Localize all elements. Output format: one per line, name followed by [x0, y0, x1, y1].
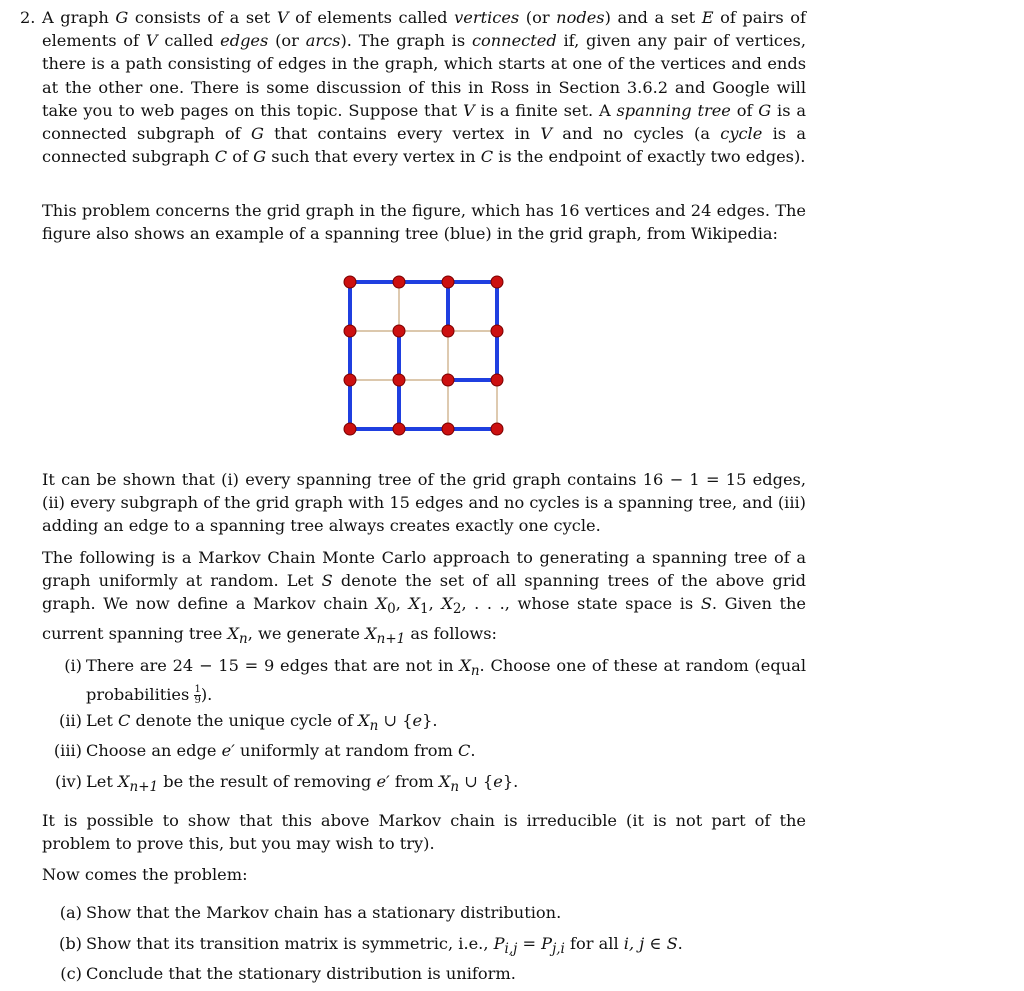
graph-vertex: [393, 374, 405, 386]
spanning-tree-figure: [338, 272, 508, 442]
grid-edges: [350, 282, 497, 429]
graph-vertex: [491, 325, 503, 337]
graph-vertex: [491, 276, 503, 288]
step-iii: (iii) Choose an edge e′ uniformly at random from C.: [53, 741, 476, 760]
graph-vertex: [442, 276, 454, 288]
graph-vertex: [442, 423, 454, 435]
graph-vertex: [491, 374, 503, 386]
now-comes-problem: Now comes the problem:: [42, 865, 248, 884]
graph-vertex: [442, 374, 454, 386]
vertices: [344, 276, 503, 435]
intro-paragraph: A graph G consists of a set V of elements called vertices (or nodes) and a set E of pairs of elements of V called edges (or arcs). The graph is connected if, given any pair of vertices, there is a path consisting of edges in the graph, which starts at one of the vertices and ends at the other one. There is some discussion of this in Ross in Section 3.6.2 and Google will take you to web pages on this topic. Suppose that V is a finite set. A spanning tree of G is a connected subgraph of G that contains every vertex in V and no cycles (a cycle is a connected subgraph C of G such that every vertex in C is the endpoint of exactly two edges).: [42, 8, 806, 167]
step-ii: (ii) Let C denote the unique cycle of $X_n$ ∪ {e}.: [59, 711, 438, 735]
graph-vertex: [491, 423, 503, 435]
graph-vertex: [344, 423, 356, 435]
step-i: (i) There are 24 − 15 = 9 edges that are not in $X_n$. Choose one of these at random (equal probabilities $\frac{1}{9}$ ).: [64, 656, 806, 707]
graph-vertex: [393, 276, 405, 288]
graph-vertex: [344, 325, 356, 337]
graph-vertex: [344, 374, 356, 386]
grid-graph-paragraph: This problem concerns the grid graph in the figure, which has 16 vertices and 24 edges. The figure also shows an example of a spanning tree (blue) in the grid graph, from Wikipedia:: [42, 201, 806, 244]
graph-vertex: [442, 325, 454, 337]
mcmc-paragraph: The following is a Markov Chain Monte Carlo approach to generating a spanning tree of a graph uniformly at random. Let S denote the set of all spanning trees of the above grid graph. We now define a Markov chain $X_0$, $X_1$, $X_2$, . . ., whose state space is S. Given the current spanning tree $X_n$, we generate $X_{n+1}$ as follows:: [42, 548, 807, 648]
part-b: (b) Show that its transition matrix is symmetric, i.e., $P_{i,j} = P_{j,i}$ for all i, j ∈ S.: [59, 934, 683, 958]
part-c: (c) Conclude that the stationary distribution is uniform.: [60, 964, 516, 983]
problem-number: 2.: [20, 8, 36, 27]
irreducible-paragraph: It is possible to show that this above Markov chain is irreducible (it is not part of the problem to prove this, but you may wish to try).: [42, 811, 806, 854]
graph-vertex: [393, 325, 405, 337]
step-iv: (iv) Let $X_{n+1}$ be the result of removing e′ from $X_n$ ∪ {e}.: [55, 772, 519, 796]
part-a: (a) Show that the Markov chain has a stationary distribution.: [59, 903, 562, 922]
spanning-tree-facts-paragraph: It can be shown that (i) every spanning tree of the grid graph contains 16 − 1 = 15 edges, (ii) every subgraph of the grid graph with 15 edges and no cycles is a spanning tree, and (iii) adding an edge to a spanning tree always creates exactly one cycle.: [42, 470, 806, 536]
graph-vertex: [344, 276, 356, 288]
tree-edges: [350, 282, 497, 429]
graph-vertex: [393, 423, 405, 435]
